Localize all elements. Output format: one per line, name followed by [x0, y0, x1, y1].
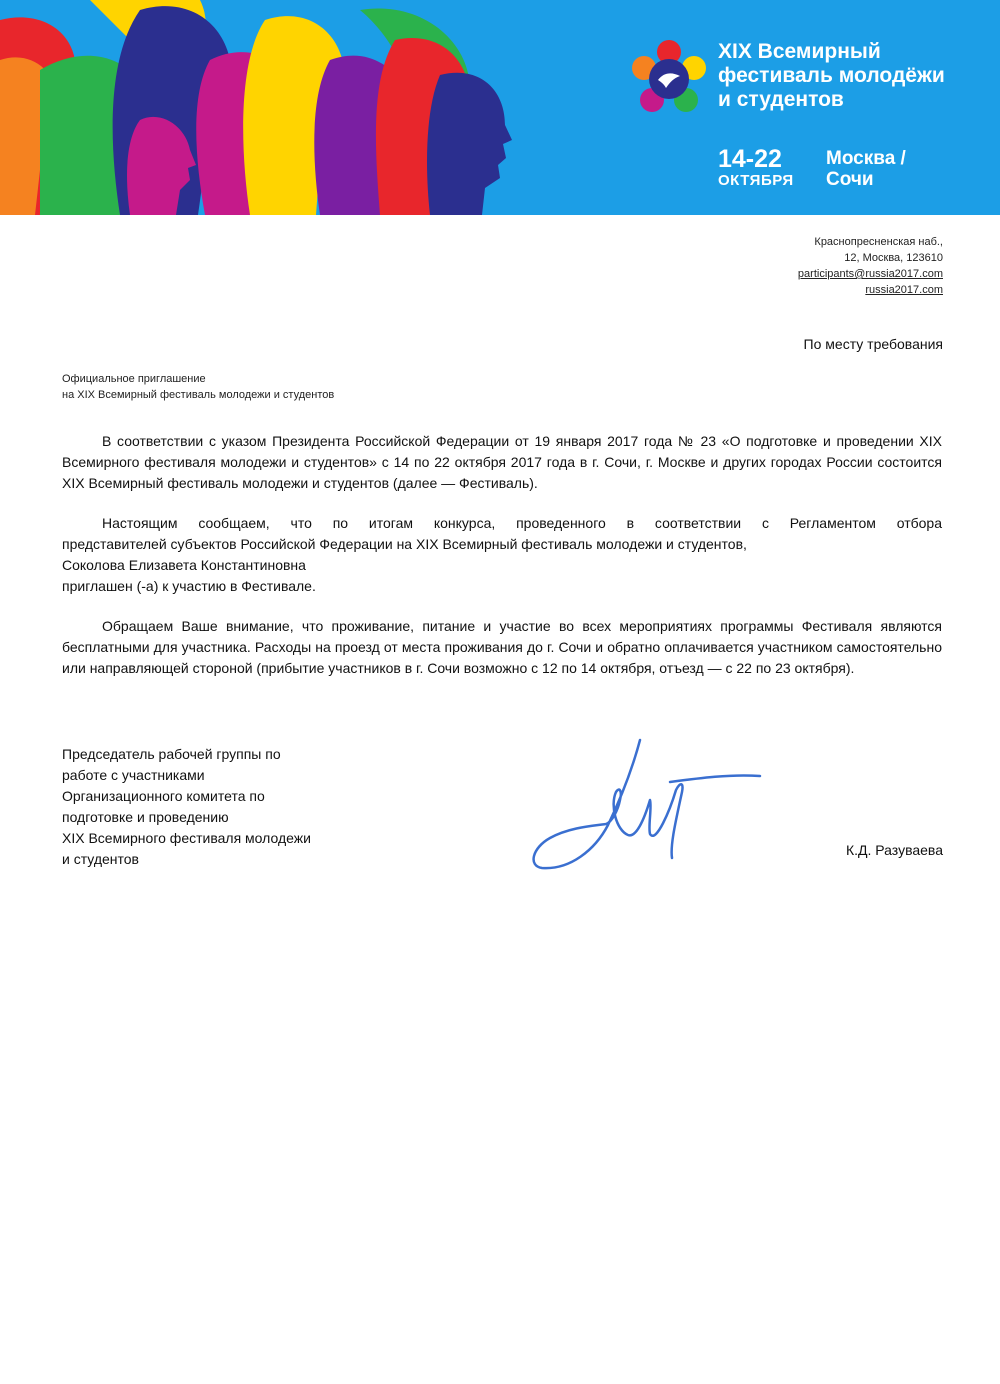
festival-city-1: Москва / — [826, 148, 906, 169]
letter-body — [62, 431, 942, 698]
signer-role-line: Председатель рабочей группы по — [62, 746, 281, 762]
subject-line-2: на XIX Всемирный фестиваль молодежи и студентов — [62, 389, 335, 401]
subject-line-1: Официальное приглашение — [62, 373, 206, 385]
festival-dates — [718, 146, 794, 190]
paragraph-2-line-1: Настоящим сообщаем, что по итогам конкурса, проведенного в соответствии с Регламентом отбора — [102, 515, 942, 531]
letter-subject — [62, 371, 334, 403]
paragraph-2-line-2: представителей субъектов Российской Федерации на XIX Всемирный фестиваль молодежи и студентов, — [62, 536, 747, 552]
face-navy-2 — [427, 73, 512, 215]
signer-name: К.Д. Разуваева — [846, 842, 943, 858]
festival-title-line: фестиваль молодёжи — [718, 64, 945, 87]
festival-cities — [826, 148, 906, 190]
signer-role-line: подготовке и проведению — [62, 809, 229, 825]
festival-faces-illustration — [0, 0, 620, 215]
signer-role — [62, 744, 311, 870]
email-link[interactable]: participants@russia2017.com — [797, 268, 943, 280]
signer-role-line: XIX Всемирного фестиваля молодежи — [62, 830, 311, 846]
address-line-2: 12, Москва, 123610 — [844, 252, 943, 264]
signer-role-line: и студентов — [62, 851, 139, 867]
address-line-1: Краснопресненская наб., — [814, 236, 943, 248]
festival-title-line: и студентов — [718, 88, 844, 111]
sender-address — [798, 234, 943, 298]
header-banner — [0, 0, 1000, 215]
festival-title — [718, 40, 988, 112]
festival-city-2: Сочи — [826, 169, 874, 190]
website-link[interactable]: russia2017.com — [865, 284, 943, 296]
handwritten-signature — [520, 730, 770, 875]
participant-name: Соколова Елизавета Константиновна — [62, 557, 306, 573]
festival-title-line: XIX Всемирный — [718, 40, 881, 63]
paragraph-2-line-4: приглашен (-а) к участию в Фестивале. — [62, 578, 316, 594]
addressee: По месту требования — [803, 336, 943, 352]
festival-dates-days: 14-22 — [718, 145, 782, 173]
paragraph-2 — [62, 513, 942, 597]
festival-logo — [628, 38, 710, 120]
signer-role-line: работе с участниками — [62, 767, 205, 783]
paragraph-3: Обращаем Ваше внимание, что проживание, питание и участие во всех мероприятиях программы Фестиваля являются бесплатными для участника. Расходы на проезд от места проживания до г. Сочи и обратно оплачивается участником самостоятельно или направляющей стороной (прибытие участников в г. Сочи возможно с 12 по 14 октября, отъезд — с 22 по 23 октября). — [62, 618, 942, 676]
festival-dates-month: ОКТЯБРЯ — [718, 172, 794, 189]
paragraph-1: В соответствии с указом Президента Российской Федерации от 19 января 2017 года № 23 «О подготовке и проведении XIX Всемирного фестиваля молодежи и студентов» с 14 по 22 октября 2017 года в г. Сочи, г. Москве и других городах России состоится XIX Всемирный фестиваль молодежи и студентов (далее — Фестиваль). — [62, 433, 942, 491]
signer-role-line: Организационного комитета по — [62, 788, 265, 804]
